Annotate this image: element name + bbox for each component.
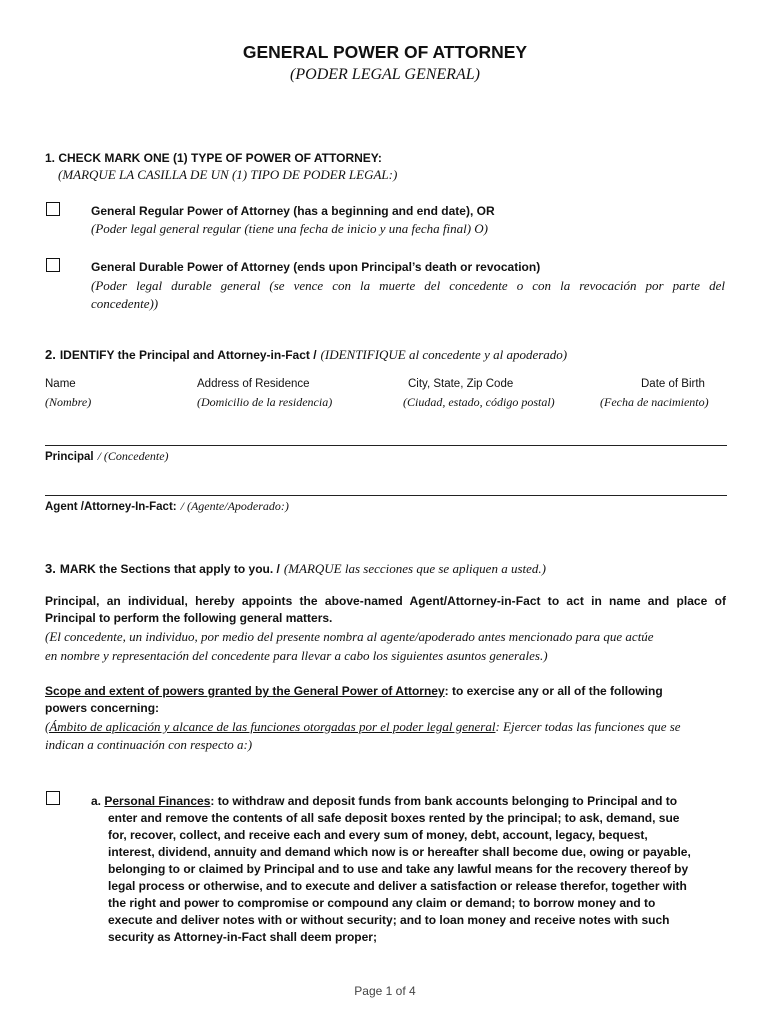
column-city-label-es: (Ciudad, estado, código postal)	[403, 395, 555, 409]
principal-entry-line[interactable]	[45, 445, 727, 446]
regular-poa-checkbox[interactable]	[46, 202, 60, 216]
agent-label-es: / (Agente/Apoderado:)	[180, 499, 289, 513]
personal-finances-line0	[91, 794, 677, 808]
section2-heading: IDENTIFY the Principal and Attorney-in-Fact /	[59, 348, 317, 362]
scope-es-text: : Ejercer todas las funciones que se	[495, 719, 681, 734]
personal-finances-text-7: execute and deliver notes with or without security; and to loan money and receive notes with such	[108, 913, 670, 927]
personal-finances-text-2: for, recover, collect, and receive each and every sum of money, debt, account, legacy, bequest,	[108, 828, 648, 842]
section2-heading-es: (IDENTIFIQUE al concedente y al apoderado)	[320, 347, 568, 362]
appointment-text-line2: Principal to perform the following general matters.	[45, 611, 333, 625]
personal-finances-title: Personal Finances	[104, 794, 211, 808]
section2-number: 2.	[45, 347, 56, 362]
section3-heading-es: (MARQUE las secciones que se apliquen a usted.)	[283, 561, 546, 576]
appointment-text-line1: Principal, an individual, hereby appoints the above-named Agent/Attorney-in-Fact to act in name and place of	[45, 594, 726, 608]
agent-label: Agent /Attorney-In-Fact:	[45, 501, 177, 513]
scope-text: : to exercise any or all of the following	[444, 684, 663, 698]
personal-finances-text-4: belonging to or claimed by Principal and to use and take any lawful means for the recovery thereof by	[108, 862, 689, 876]
scope-es-title: (Ámbito de aplicación y alcance de las funciones otorgadas por el poder legal general	[45, 719, 496, 734]
principal-label: Principal	[45, 451, 94, 463]
section3-heading: MARK the Sections that apply to you. /	[59, 562, 280, 576]
appointment-text-es-line1: (El concedente, un individuo, por medio del presente nombra al agente/apoderado antes mencionado para que actúe	[45, 629, 654, 644]
appointment-text-es-line2: en nombre y representación del concedente para llevar a cabo los siguientes asuntos generales.)	[45, 648, 548, 663]
column-city-label: City, State, Zip Code	[408, 378, 514, 390]
scope-es-line2: indican a continuación con respecto a:)	[45, 737, 253, 752]
agent-row-label	[45, 497, 289, 515]
durable-poa-label-es-cont: concedente))	[91, 296, 159, 311]
document-title: GENERAL POWER OF ATTORNEY	[242, 42, 528, 62]
personal-finances-text-6: the right and power to compromise or compound any claim or demand; to borrow money and to	[108, 896, 656, 910]
section1-heading-es: (MARQUE LA CASILLA DE UN (1) TIPO DE PODER LEGAL:)	[58, 167, 398, 182]
personal-finances-text-1: enter and remove the contents of all safe deposit boxes rented by the principal; to ask, demand, sue	[108, 811, 680, 825]
column-dob-label-es: (Fecha de nacimiento)	[600, 395, 709, 409]
document-subtitle: (PODER LEGAL GENERAL)	[290, 66, 480, 83]
section3-number: 3.	[45, 561, 56, 576]
durable-poa-checkbox[interactable]	[46, 258, 60, 272]
durable-poa-label-es: (Poder legal durable general (se vence con la muerte del concedente o con la revocación por parte del	[91, 278, 725, 293]
column-name-label-es: (Nombre)	[45, 395, 92, 409]
personal-finances-text-8: security as Attorney-in-Fact shall deem proper;	[108, 930, 377, 944]
column-address-label: Address of Residence	[197, 378, 310, 390]
section3-heading-row	[45, 560, 546, 578]
item-a-prefix: a.	[91, 794, 102, 808]
regular-poa-label: General Regular Power of Attorney (has a beginning and end date), OR	[91, 204, 495, 218]
principal-row-label	[45, 447, 169, 465]
column-dob-label: Date of Birth	[641, 378, 705, 390]
regular-poa-label-es: (Poder legal general regular (tiene una fecha de inicio y una fecha final) O)	[91, 221, 488, 236]
personal-finances-text-0: : to withdraw and deposit funds from bank accounts belonging to Principal and to	[210, 794, 678, 808]
scope-line2: powers concerning:	[45, 701, 160, 715]
principal-label-es: / (Concedente)	[97, 449, 169, 463]
column-name-label: Name	[45, 378, 76, 390]
scope-line1	[45, 684, 663, 698]
scope-title: Scope and extent of powers granted by the General Power of Attorney	[45, 684, 445, 698]
column-address-label-es: (Domicilio de la residencia)	[197, 395, 333, 409]
personal-finances-text-5: legal process or otherwise, and to execute and deliver a satisfaction or release therefor, together with	[108, 879, 687, 893]
section1-heading: 1. CHECK MARK ONE (1) TYPE OF POWER OF ATTORNEY:	[45, 151, 382, 165]
scope-es-line1	[45, 719, 681, 735]
section2-heading-row	[45, 346, 567, 364]
personal-finances-text-3: interest, dividend, annuity and demand which now is or hereafter shall become due, owing or payable,	[108, 845, 691, 859]
personal-finances-checkbox[interactable]	[46, 791, 60, 805]
page-number: Page 1 of 4	[354, 984, 416, 998]
durable-poa-label: General Durable Power of Attorney (ends upon Principal’s death or revocation)	[91, 260, 541, 274]
agent-entry-line[interactable]	[45, 495, 727, 496]
